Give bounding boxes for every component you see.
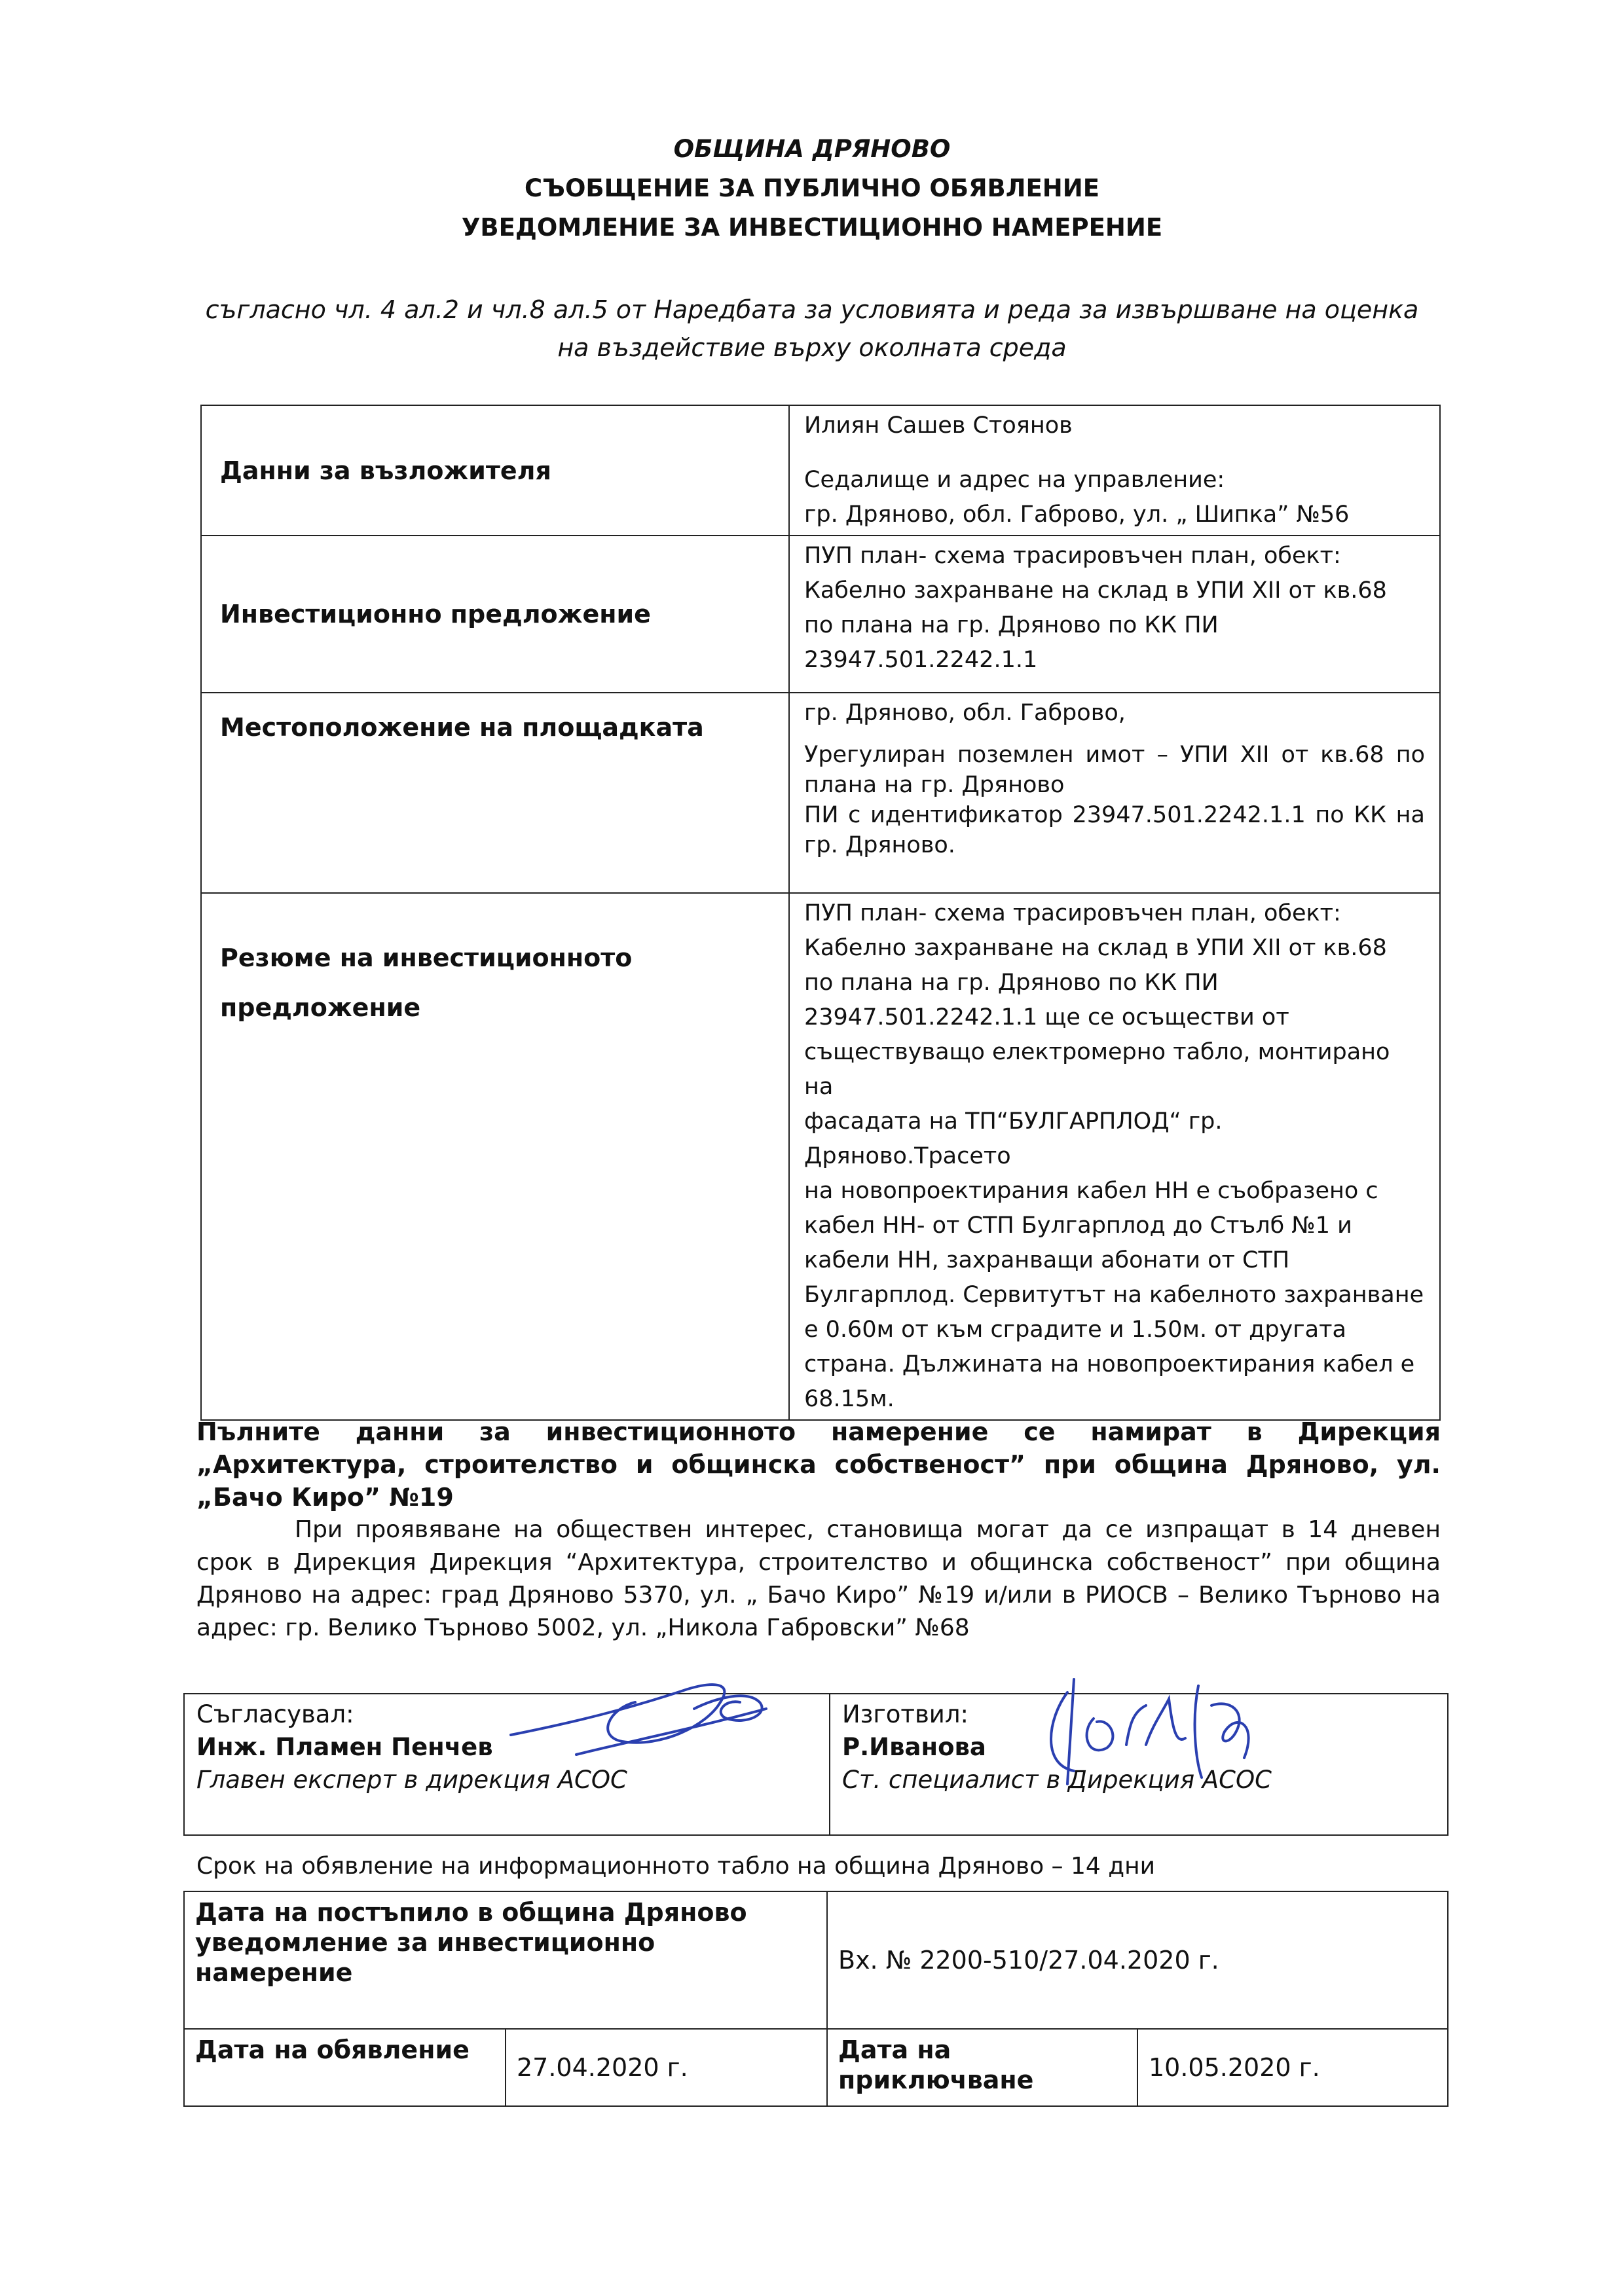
text-line: ПУП план- схема трасировъчен план, обект: xyxy=(804,543,1341,569)
approved-by-name: Инж. Пламен Пенчев xyxy=(196,1733,493,1761)
text-line: съществуващо електромерно табло, монтирано на xyxy=(804,1039,1390,1100)
client-name: Илиян Сашев Стоянов xyxy=(804,412,1073,439)
row-label: Местоположение на площадката xyxy=(201,693,789,893)
text-line: на новопроектирания кабел НН е съобразено с xyxy=(804,1178,1378,1204)
row-label: Данни за възложителя xyxy=(201,405,789,536)
text-line: ПИ с идентификатор 23947.501.2242.1.1 по КК на гр. Дряново. xyxy=(804,802,1425,858)
announce-date-label: Дата на обявление xyxy=(184,2029,506,2106)
text-line: 68.15м. xyxy=(804,1386,895,1412)
announce-date-value: 27.04.2020 г. xyxy=(506,2029,827,2106)
end-date-value: 10.05.2020 г. xyxy=(1137,2029,1448,2106)
text-line: Булгарплод. Сервитутът на кабелното захранване xyxy=(804,1282,1424,1308)
text-line: Кабелно захранване на склад в УПИ XII от кв.68 xyxy=(804,577,1387,604)
address-value: гр. Дряново, обл. Габрово, ул. „ Шипка” №56 xyxy=(804,501,1350,528)
row-label: Инвестиционно предложение xyxy=(201,536,789,693)
approved-by-label: Съгласувал: xyxy=(196,1700,354,1728)
table-row xyxy=(201,693,1440,893)
prepared-by-position: Ст. специалист в Дирекция АСОС xyxy=(842,1766,1272,1794)
text-line: по плана на гр. Дряново по КК ПИ xyxy=(804,970,1219,996)
end-date-label: Дата на приключване xyxy=(827,2029,1137,2106)
row-value xyxy=(789,693,1440,893)
handwritten-signature-right xyxy=(1022,1666,1270,1804)
row-value xyxy=(789,893,1440,1420)
row-value xyxy=(789,536,1440,693)
text-line: страна. Дължината на новопроектирания кабел е xyxy=(804,1351,1415,1377)
public-interest-paragraph: При проявяване на обществен интерес, становища могат да се изпращат в 14 дневен срок в Дирекция Дирекция “Архитектура, строителство и общинска собственост” при община Дряново на адрес: град Дряново 5370, ул. „ Бачо Киро” №19 и/или в РИОСВ – Велико Търново на адрес: гр. Велико Търново 5002, ул. „Никола Габровски” №68 xyxy=(196,1516,1441,1641)
received-date-value: Вх. № 2200-510/27.04.2020 г. xyxy=(827,1891,1448,2029)
text-line: Кабелно захранване на склад в УПИ XII от кв.68 xyxy=(804,935,1387,961)
table-row xyxy=(201,536,1440,693)
address-heading: Седалище и адрес на управление: xyxy=(804,467,1225,493)
info-location-paragraph: Пълните данни за инвестиционното намерение се намират в Дирекция „Архитектура, строителство и общинска собственост” при община Дряново, ул. „Бачо Киро” №19 xyxy=(196,1417,1441,1512)
announcement-term: Срок на обявление на информационното табло на община Дряново – 14 дни xyxy=(196,1853,1156,1880)
table-row xyxy=(201,405,1440,536)
row-value xyxy=(789,405,1440,536)
handwritten-signature-left xyxy=(498,1663,786,1774)
text-line: фасадата на ТП“БУЛГАРПЛОД“ гр. Дряново.Трасето xyxy=(804,1108,1223,1169)
notice-subtitle: УВЕДОМЛЕНИЕ ЗА ИНВЕСТИЦИОННО НАМЕРЕНИЕ xyxy=(461,213,1163,242)
investment-details-table xyxy=(200,405,1441,1421)
municipality-name: ОБЩИНА ДРЯНОВО xyxy=(673,135,951,163)
text-line: 23947.501.2242.1.1 ще се осъществи от xyxy=(804,1004,1289,1030)
text-line: Урегулиран поземлен имот – УПИ XII от кв.68 по плана на гр. Дряново xyxy=(804,742,1425,798)
text-line: 23947.501.2242.1.1 xyxy=(804,647,1038,673)
text-line: кабели НН, захранващи абонати от СТП xyxy=(804,1247,1290,1273)
prepared-by-name: Р.Иванова xyxy=(842,1733,986,1761)
table-row xyxy=(201,893,1440,1420)
text-line: гр. Дряново, обл. Габрово, xyxy=(804,700,1126,726)
row-label: Резюме на инвестиционното предложение xyxy=(201,893,789,1420)
dates-table xyxy=(183,1891,1449,2107)
text-line: е 0.60м от към сградите и 1.50м. от другата xyxy=(804,1317,1346,1343)
legal-basis: съгласно чл. 4 ал.2 и чл.8 ал.5 от Наредбата за условията и реда за извършване на оценка на въздействие върху околната среда xyxy=(205,295,1419,362)
received-date-label: Дата на постъпило в община Дряново уведомление за инвестиционно намерение xyxy=(184,1891,827,2029)
approved-by-position: Главен експерт в дирекция АСОС xyxy=(196,1766,627,1794)
prepared-by-label: Изготвил: xyxy=(842,1700,969,1728)
notice-title: СЪОБЩЕНИЕ ЗА ПУБЛИЧНО ОБЯВЛЕНИЕ xyxy=(525,174,1099,202)
text-line: по плана на гр. Дряново по КК ПИ xyxy=(804,612,1219,638)
text-line: ПУП план- схема трасировъчен план, обект: xyxy=(804,900,1341,926)
text-line: кабел НН- от СТП Булгарплод до Стълб №1 и xyxy=(804,1212,1352,1239)
